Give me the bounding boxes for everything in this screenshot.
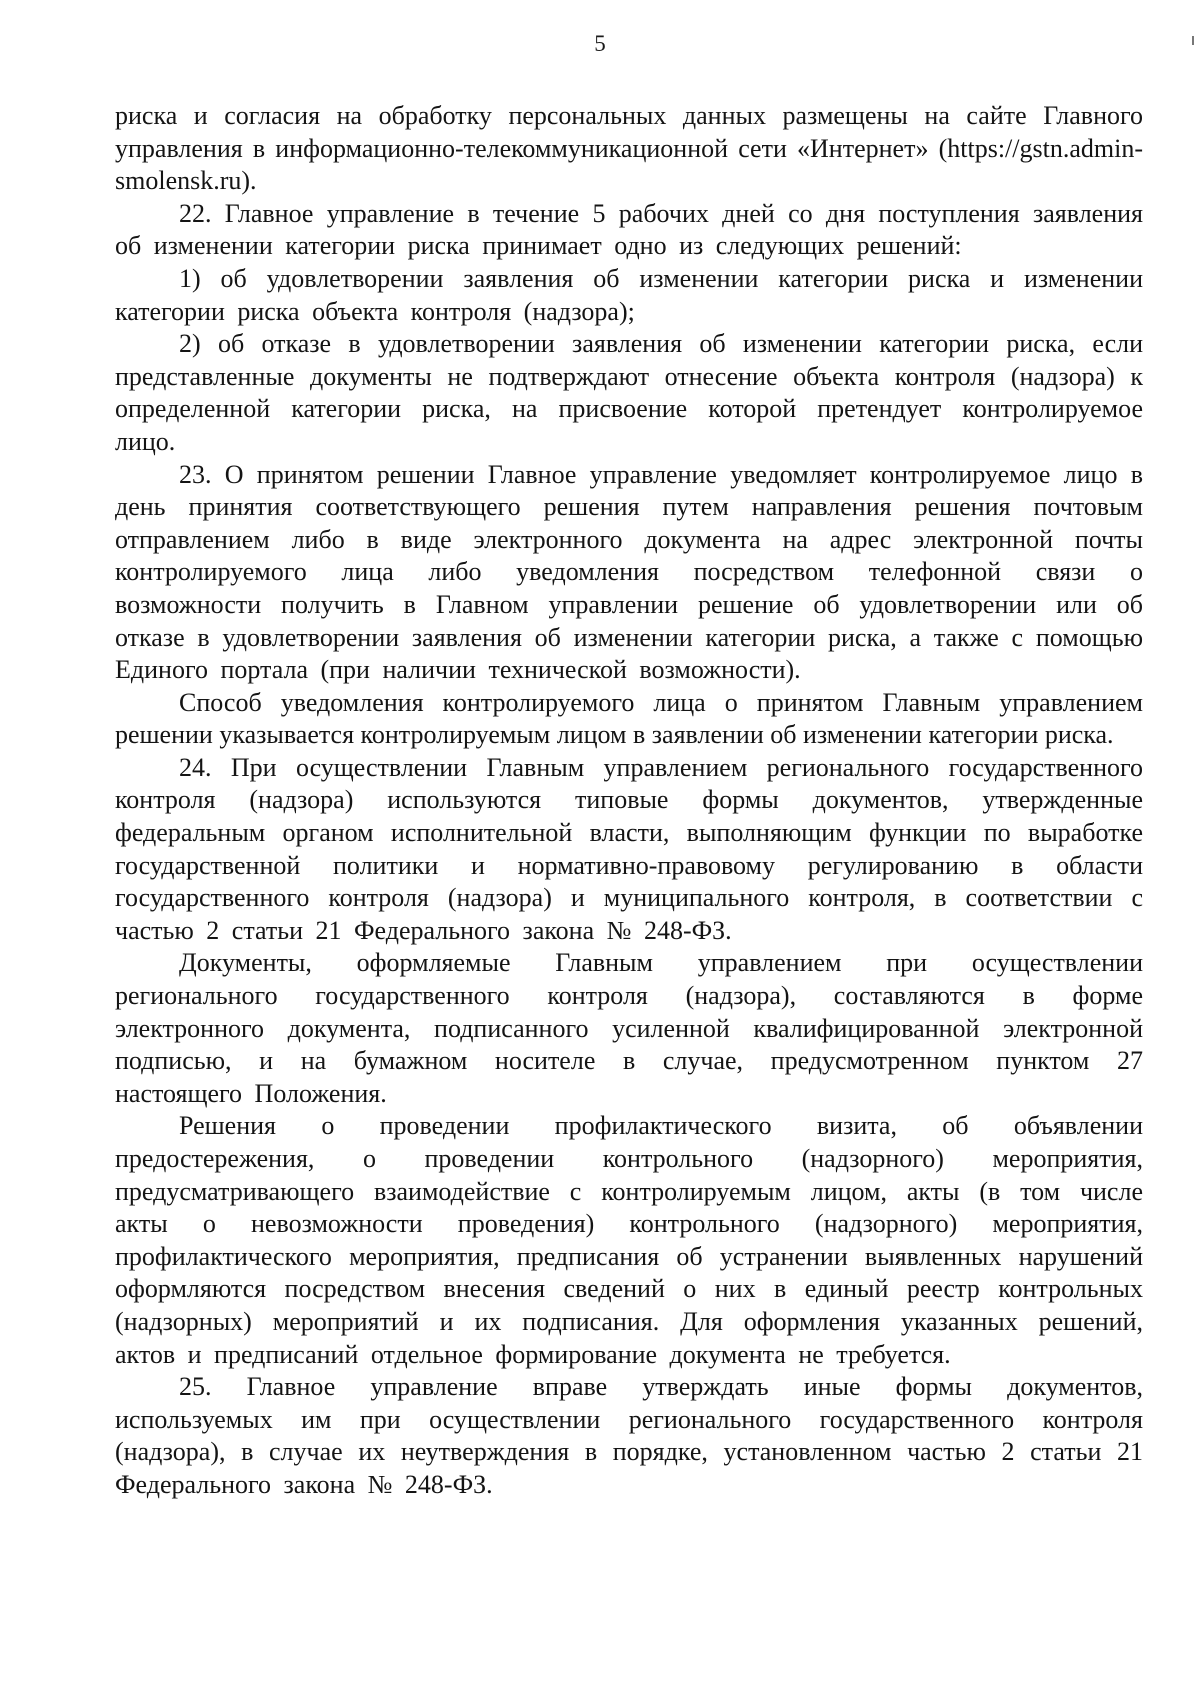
page-number: 5 (594, 31, 606, 56)
scan-edge-mark (1192, 36, 1194, 45)
paragraph-item-22-option-1: 1) об удовлетворении заявления об изменении категории риска и изменении категории риска объекта контроля (надзора); (115, 263, 1143, 326)
paragraph-item-25: 25. Главное управление вправе утверждать иные формы документов, используемых им при осуществлении регионального государственного контроля (надзора), в случае их неутверждения в порядке, установленном частью 2 статьи 21 Федерального закона № 248-ФЗ. (115, 1372, 1143, 1499)
paragraph-risk-consent-continuation: риска и согласия на обработку персональных данных размещены на сайте Главного управления в информационно-телекоммуникационной сети «Интернет» (https://gstn.admin-smolensk.ru). (115, 101, 1143, 196)
paragraph-decisions-registry: Решения о проведении профилактического визита, об объявлении предостережения, о проведении контрольного (надзорного) мероприятия, предусматривающего взаимодействие с контролируемым лицом, акты (в том числе акты о невозможности проведения) контрольного (надзорного) мероприятия, профилактического мероприятия, предписания об устранении выявленных нарушений оформляются посредством внесения сведений о них в единый реестр контрольных (надзорных) мероприятий и их подписания. Для оформления указанных решений, актов и предписаний отдельное формирование документа не требуется. (115, 1111, 1143, 1369)
paragraph-notification-method: Способ уведомления контролируемого лица о принятом Главным управлением решении указывается контролируемым лицом в заявлении об изменении категории риска. (115, 687, 1143, 750)
document-body (115, 100, 1143, 1502)
paragraph-item-22-option-2: 2) об отказе в удовлетворении заявления об изменении категории риска, если представленные документы не подтверждают отнесение объекта контроля (надзора) к определенной категории риска, на присвоение которой претендует контролируемое лицо. (115, 329, 1143, 456)
paragraph-documents-form: Документы, оформляемые Главным управлением при осуществлении регионального государственного контроля (надзора), составляются в форме электронного документа, подписанного усиленной квалифицированной электронной подписью, и на бумажном носителе в случае, предусмотренном пунктом 27 настоящего Положения. (115, 948, 1143, 1108)
paragraph-item-22: 22. Главное управление в течение 5 рабочих дней со дня поступления заявления об изменении категории риска принимает одно из следующих решений: (115, 198, 1143, 261)
paragraph-item-23: 23. О принятом решении Главное управление уведомляет контролируемое лицо в день принятия соответствующего решения путем направления решения почтовым отправлением либо в виде электронного документа на адрес электронной почты контролируемого лица либо уведомления посредством телефонной связи о возможности получить в Главном управлении решение об удовлетворении или об отказе в удовлетворении заявления об изменении категории риска, а также с помощью Единого портала (при наличии технической возможности). (115, 459, 1143, 685)
paragraph-item-24: 24. При осуществлении Главным управлением регионального государственного контроля (надзора) используются типовые формы документов, утвержденные федеральным органом исполнительной власти, выполняющим функции по выработке государственной политики и нормативно-правовому регулированию в области государственного контроля (надзора) и муниципального контроля, в соответствии с частью 2 статьи 21 Федерального закона № 248-ФЗ. (115, 752, 1143, 945)
